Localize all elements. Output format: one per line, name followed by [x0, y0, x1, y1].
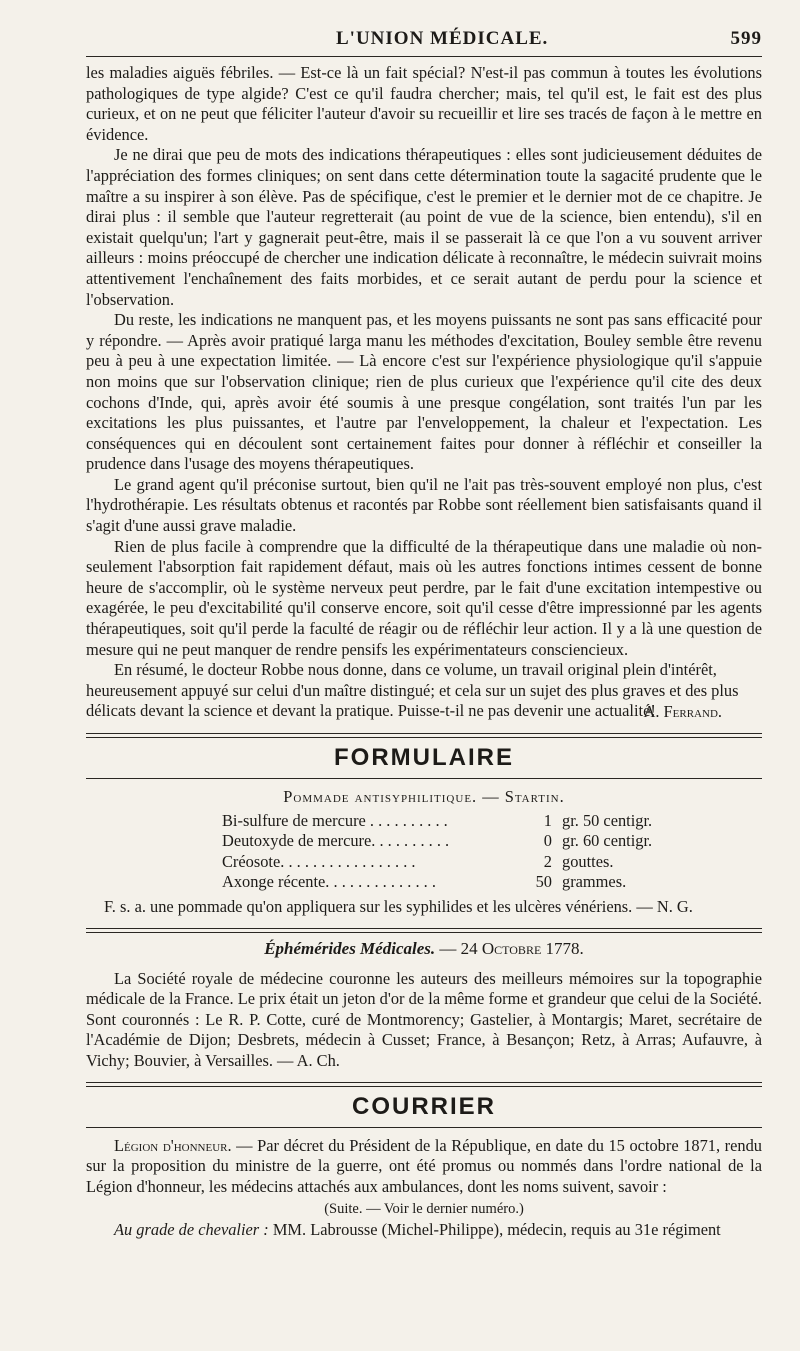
grade-text: MM. Labrousse (Michel-Philippe), médecin, requis au 31e régiment: [268, 1220, 721, 1240]
ingredient: Bi-sulfure de mercure . . . . . . . . . .: [222, 810, 448, 830]
grade-label: Au grade de chevalier :: [114, 1220, 269, 1240]
title-rule: [86, 1127, 762, 1128]
courrier-title: COURRIER: [351, 1092, 496, 1120]
review-paragraph-2: Je ne dirai que peu de mots des indications thérapeutiques : elles sont judicieusement déduites de l'appréciation des formes cliniques; on sent dans cette détermination toute la sagacité prudente que le maître a su inspirer à son élève. Pas de spécifique, c'est le premier et le dernier mot de ce chapitre. Je dirai plus : il semble que l'auteur regretterait (au point de vue de la science, bien entendu), s'il en existait quelqu'un; l'art y gagnerait peut-être, mais il se passerait là ce que l'on a vu souvent arriver ailleurs : moins préoccupé de chercher une indication délicate à reconnaître, le médecin suivrait moins attentivement l'enchaînement des faits morbides, et ce serait autant de perdu pour la science et l'observation.: [86, 145, 762, 309]
review-signature: A. Ferrand.: [643, 702, 722, 721]
formulaire-note: F. s. a. une pommade qu'on appliquera sur les syphilides et les ulcères vénériens. — N. G.: [104, 896, 693, 916]
courrier-text: [86, 1136, 762, 1198]
courrier-body: — Par décret du Président de la République, en date du 15 octobre 1871, rendu sur la proposition du ministre de la guerre, ont été promus ou nommés dans l'ordre national de la Légion d'honneur, les médecins attachés aux ambulances, dont les noms suivent, savoir :: [86, 1135, 762, 1196]
running-head: [86, 28, 762, 57]
courrier-lead: Légion d'honneur.: [114, 1135, 232, 1155]
ingredient: Deutoxyde de mercure. . . . . . . . . .: [222, 831, 450, 851]
unit: gr. 50 centigr.: [562, 810, 653, 830]
review-paragraph-4: Le grand agent qu'il préconise surtout, bien qu'il ne l'ait pas très-souvent employé non plus, c'est l'hydrothérapie. Les résultats obtenus et racontés par Robbe sont réellement bien satisfaisants quand il s'agit d'une aussi grave maladie.: [86, 474, 762, 536]
ingredient: Axonge récente. . . . . . . . . . . . . .: [222, 872, 436, 892]
prescription-row: [222, 872, 682, 893]
section-divider: [86, 733, 762, 738]
formulaire-title: FORMULAIRE: [334, 743, 514, 771]
section-divider: [86, 928, 762, 933]
prescription-table: [222, 811, 682, 893]
review-section: [86, 63, 762, 723]
journal-title: L'UNION MÉDICALE.: [336, 28, 549, 49]
review-paragraph-1: les maladies aiguës fébriles. — Est-ce là un fait spécial? N'est-il pas commun à toutes les évolutions pathologiques de type algide? C'est ce qu'il faudra chercher; mais, tel qu'il est, le fait est des plus curieux, et on ne peut que féliciter l'auteur d'avoir su recueillir et lire ses tracés de façon à le mettre en évidence.: [86, 63, 762, 144]
prescription-row: [222, 852, 682, 873]
ephemerides-text: La Société royale de médecine couronne les auteurs des meilleurs mémoires sur la topographie médicale de la France. Le prix était un jeton d'or de la même forme et grandeur que celui de la Société. Sont couronnés : Le R. P. Cotte, curé de Montmorency; Gastelier, à Montargis; Maret, secrétaire de l'Académie de Dijon; Desbrets, médecin à Cusset; France, à Besançon; Retz, à Arras; Aufauvre, à Vichy; Bouvier, à Versailles. — A. Ch.: [86, 968, 762, 1070]
ephemerides-title: [86, 939, 762, 959]
page-number: 599: [730, 28, 762, 49]
unit: grammes.: [562, 872, 627, 892]
title-rule: [86, 778, 762, 779]
courrier-suite: (Suite. — Voir le dernier numéro.): [324, 1201, 524, 1218]
unit: gouttes.: [562, 851, 614, 871]
review-paragraph-5: Rien de plus facile à comprendre que la difficulté de la thérapeutique dans une maladie où non-seulement l'absorption fait rapidement défaut, mais où les autres fonctions intimes cessent de bonne heure de s'accomplir, où le système nerveux peut perdre, par le fait d'une excitation intempestive ou exagérée, le peu d'excitabilité qu'il conserve encore, soit qu'il cesse d'être impressionné par les agents thérapeutiques, soit qu'il perde la faculté de réagir ou de réfléchir leur action. Il y a là une question de mesure qui ne peut manquer de rendre pensifs les expérimentateurs consciencieux.: [86, 536, 762, 659]
ephemerides-heading: Éphémérides Médicales.: [264, 938, 436, 958]
ingredient: Créosote. . . . . . . . . . . . . . . . .: [222, 851, 416, 871]
prescription-row: [222, 811, 682, 832]
courrier-grade: [86, 1220, 762, 1241]
formulaire-subtitle: Pommade antisyphilitique. — Startin.: [283, 786, 565, 806]
quantity: 1: [543, 810, 552, 830]
review-paragraph-6: En résumé, le docteur Robbe nous donne, dans ce volume, un travail original plein d'intérêt, heureusement appuyé sur celui d'un maître distingué; et cela sur un sujet des plus graves et des plus délicats devant la science et devant la pratique. Puisse-t-il ne pas devenir une actualité!: [86, 660, 739, 721]
review-paragraph-3: Du reste, les indications ne manquent pas, et les moyens puissants ne sont pas sans efficacité pour y répondre. — Après avoir pratiqué larga manu les méthodes d'excitation, Bouley semble être revenu peu à peu à une expectation limitée. — Là encore c'est sur l'expérience physiologique qu'il s'appuie non moins que sur l'observation clinique; rien de plus curieux que l'expérience qu'il cite des deux cochons d'Inde, qui, après avoir été soumis à une presque congélation, sont traités l'un par les excitations les plus puissantes, et l'autre par l'enveloppement, la chaleur et l'expectation. Les conséquences qui en découlent sont certainement faites pour donner à réfléchir et conseiller la prudence dans l'usage des moyens thérapeutiques.: [86, 310, 762, 474]
unit: gr. 60 centigr.: [562, 831, 653, 851]
section-divider: [86, 1082, 762, 1087]
quantity: 0: [543, 831, 552, 851]
quantity: 2: [543, 851, 552, 871]
quantity: 50: [535, 872, 552, 892]
prescription-row: [222, 831, 682, 852]
ephemerides-date: — 24 Octobre 1778.: [439, 938, 584, 958]
